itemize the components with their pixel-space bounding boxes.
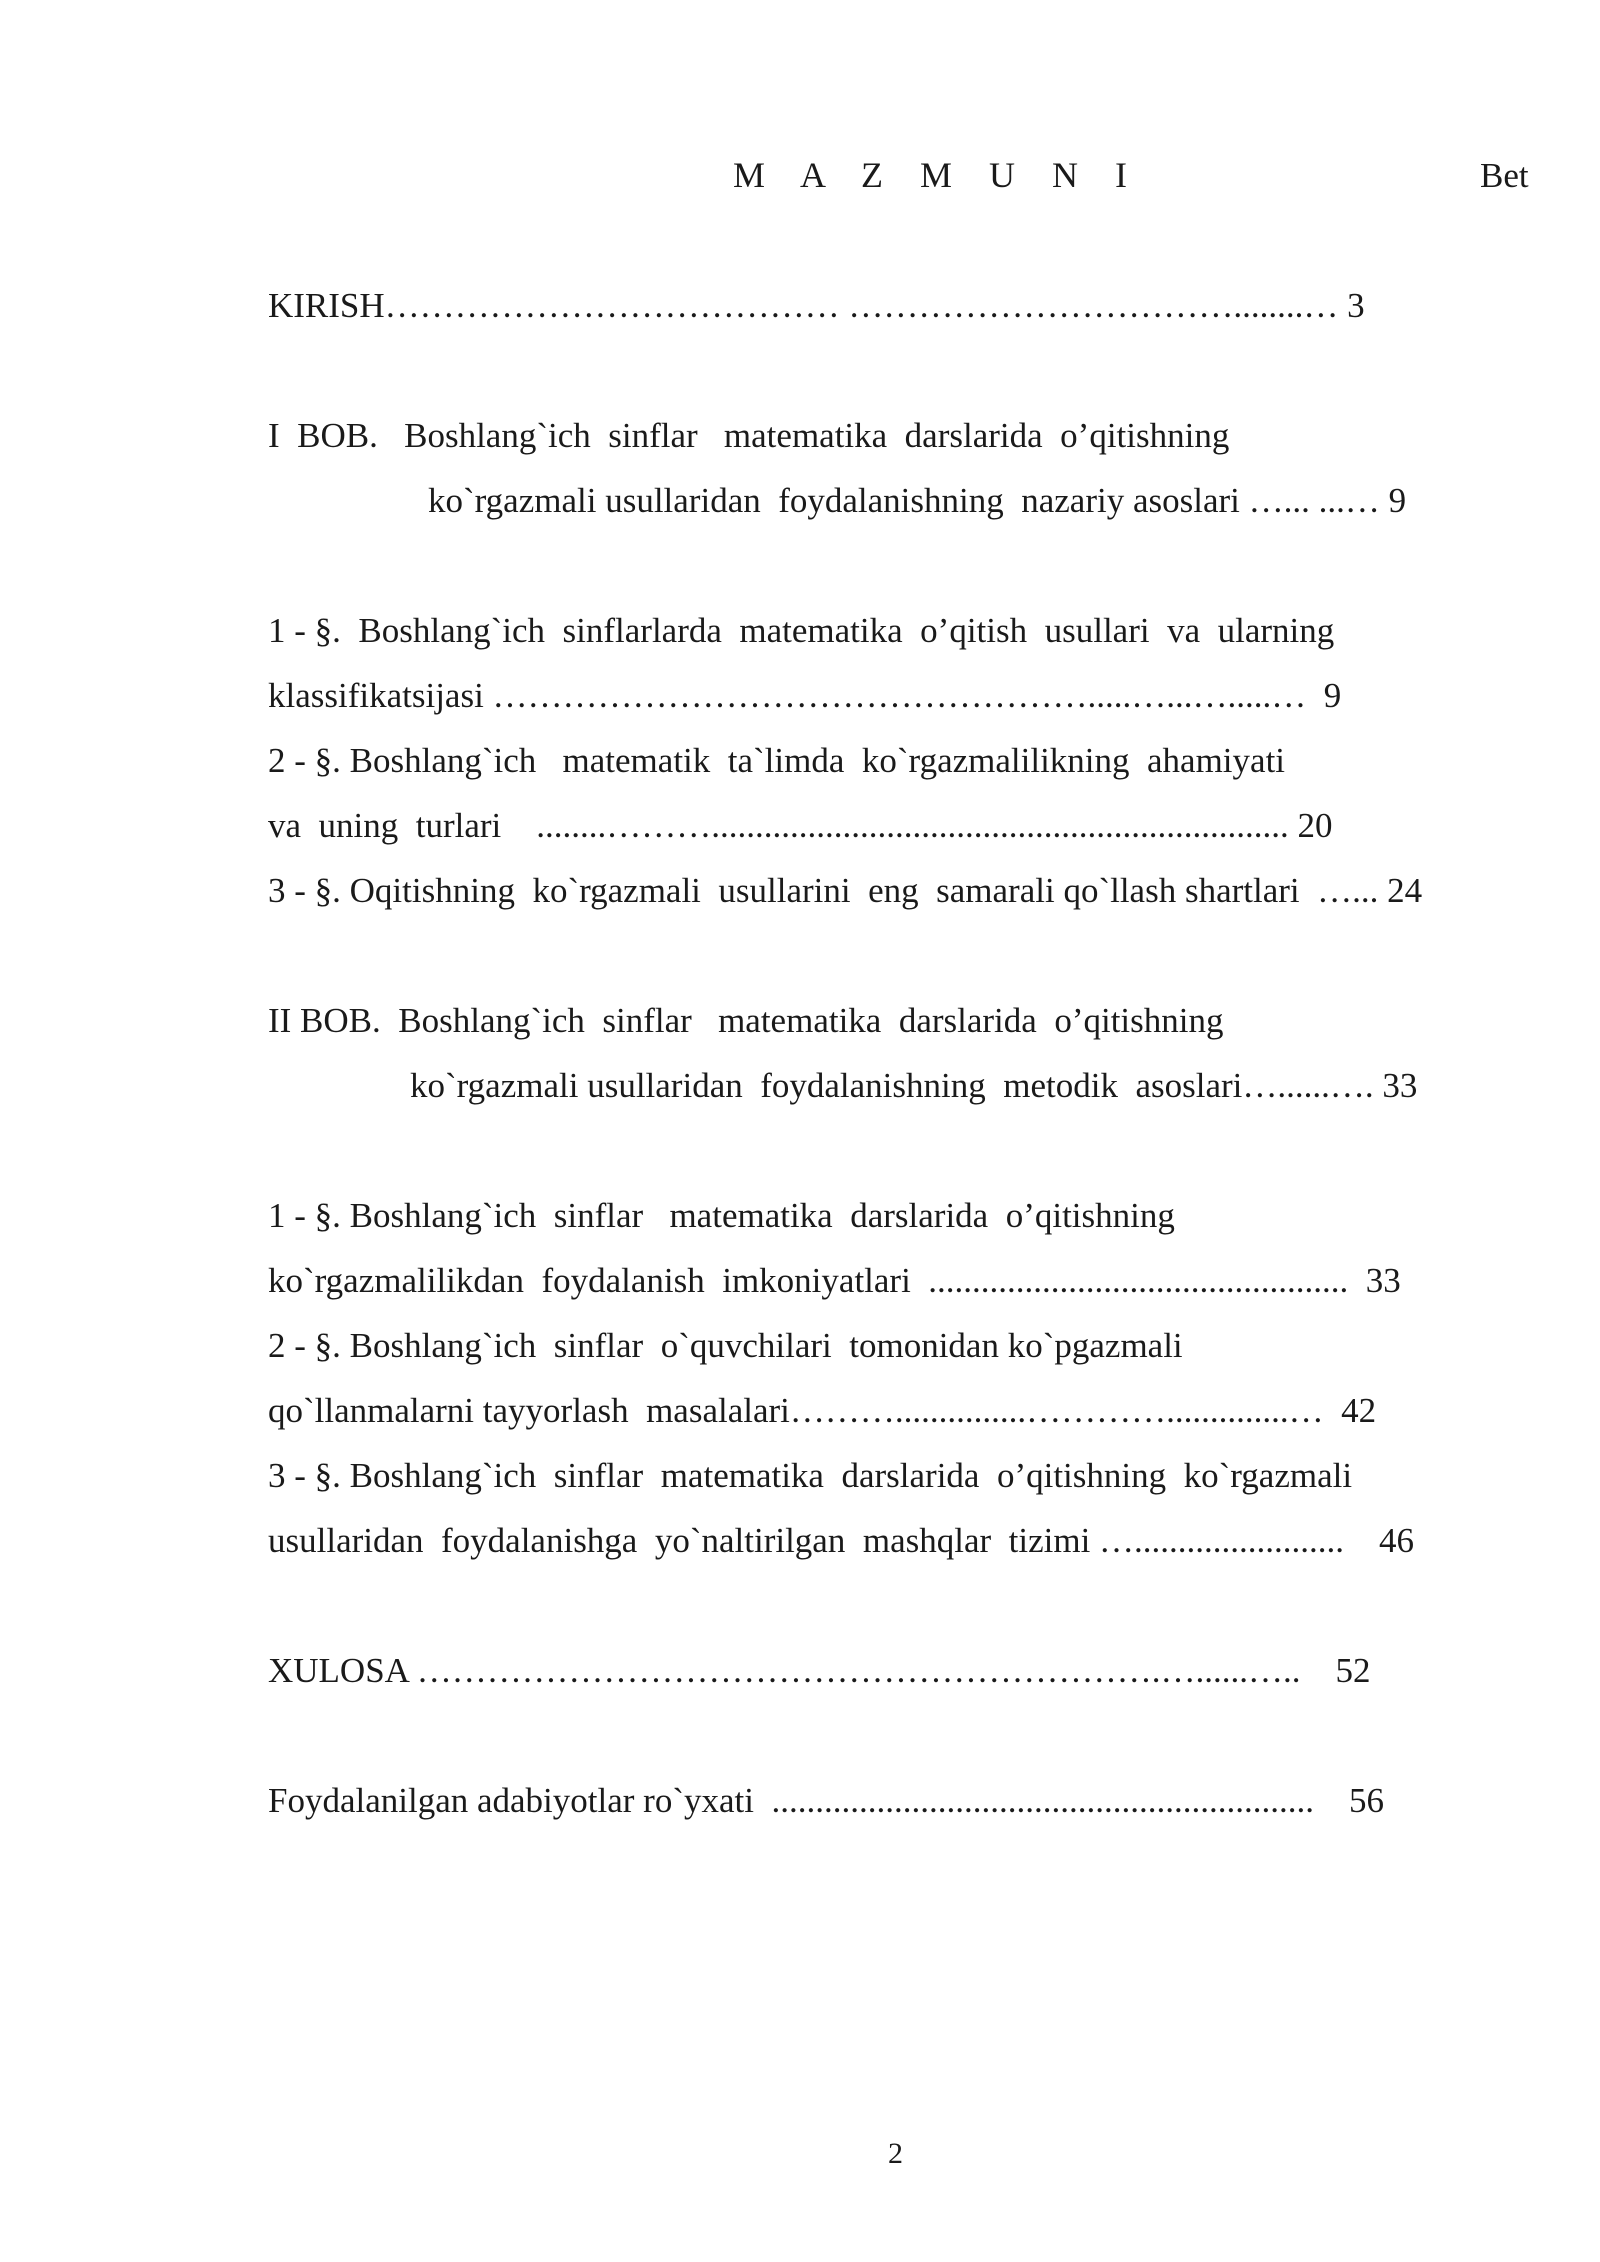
toc-entry-bob1-s2-line1: 2 - §. Boshlang`ich matematik ta`limda ko`rgazmalilikning ahamiyati: [268, 741, 1286, 780]
toc-entry-bob2-s2-line2: qo`llanmalarni tayyorlash masalalari………...............…………..............… 42: [268, 1391, 1377, 1430]
toc-entry-xulosa: XULOSA ……………………………………………………….…......….. 52: [268, 1651, 1371, 1690]
toc-entry-kirish: KIRISH………………………………… ……………………………........… 3: [268, 286, 1365, 325]
toc-entry-bob2-s2-line1: 2 - §. Boshlang`ich sinflar o`quvchilari tomonidan ko`pgazmali: [268, 1326, 1183, 1365]
toc-entry-bob2-line2: ko`rgazmali usullaridan foydalanishning metodik asoslari…......…. 33: [410, 1066, 1418, 1105]
toc-entry-bob2-line1: II BOB. Boshlang`ich sinflar matematika darslarida o’qitishning: [268, 1001, 1224, 1040]
toc-entry-bob1-s3: 3 - §. Oqitishning ko`rgazmali usullarini eng samarali qo`llash shartlari …... 24: [268, 871, 1423, 910]
toc-entry-bob2-s1-line1: 1 - §. Boshlang`ich sinflar matematika darslarida o’qitishning: [268, 1196, 1175, 1235]
toc-entry-bob2-s3-line1: 3 - §. Boshlang`ich sinflar matematika darslarida o’qitishning ko`rgazmali: [268, 1456, 1353, 1495]
page-title: M A Z M U N I: [733, 155, 1142, 195]
toc-entry-bob2-s3-line2: usullaridan foydalanishga yo`naltirilgan mashqlar tizimi …........................ 46: [268, 1521, 1415, 1560]
toc-entry-bob2-s1-line2: ko`rgazmalilikdan foydalanish imkoniyatlari ................................................ 33: [268, 1261, 1401, 1300]
toc-entry-bob1-line1: I BOB. Boshlang`ich sinflar matematika darslarida o’qitishning: [268, 416, 1230, 455]
toc-entry-bob1-s2-line2: va uning turlari ........……….................................................................. 20: [268, 806, 1333, 845]
toc-entry-bob1-s1-line2: klassifikatsijasi …………………………………………….....…...….....… 9: [268, 676, 1342, 715]
page-column-label: Bet: [1480, 156, 1529, 195]
toc-entry-bob1-line2: ko`rgazmali usullaridan foydalanishning nazariy asoslari …... ...… 9: [428, 481, 1407, 520]
toc-entry-bob1-s1-line1: 1 - §. Boshlang`ich sinflarlarda matematika o’qitish usullari va ularning: [268, 611, 1335, 650]
toc-entry-adabiyotlar: Foydalanilgan adabiyotlar ro`yxati .............................................................. 56: [268, 1781, 1384, 1820]
page-number: 2: [888, 2137, 903, 2170]
